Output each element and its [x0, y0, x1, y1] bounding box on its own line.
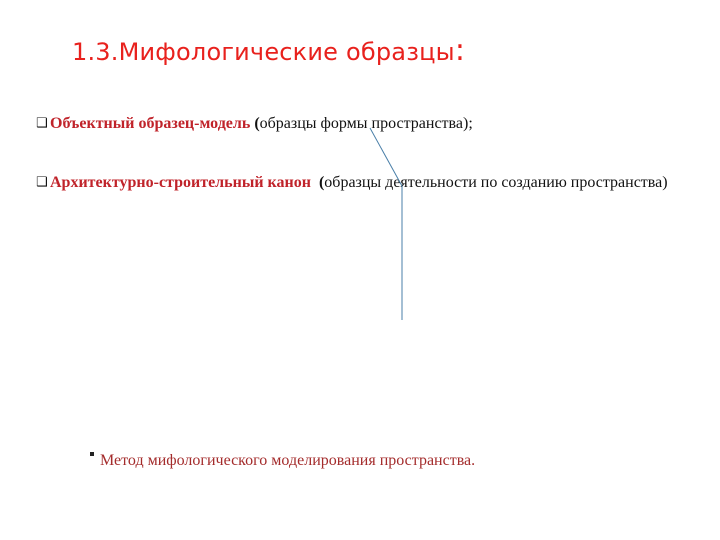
slide-title-colon: :: [454, 33, 466, 68]
method-note: [90, 452, 475, 470]
bullet-paren: (: [254, 115, 260, 132]
slide-title: [72, 33, 466, 68]
bullet-object-model: [36, 113, 656, 134]
bullet-architectural-canon: [24, 172, 700, 193]
slide-title-text: 1.3.Мифологические образцы: [72, 38, 455, 66]
bullet-description: образцы деятельности по созданию пространства): [324, 174, 668, 191]
checkmark-icon: ❑: [36, 175, 48, 190]
connector-path: [370, 128, 402, 320]
bullet-description: образцы формы пространства);: [259, 115, 473, 132]
bullet-term: Объектный образец-модель: [50, 115, 251, 132]
bullet-term: Архитектурно-строительный канон: [50, 174, 311, 191]
method-text: Метод мифологического моделирования пространства.: [100, 452, 476, 469]
checkmark-icon: ❑: [36, 116, 48, 131]
square-bullet-icon: [90, 452, 94, 456]
bullet-paren: (: [318, 174, 325, 191]
